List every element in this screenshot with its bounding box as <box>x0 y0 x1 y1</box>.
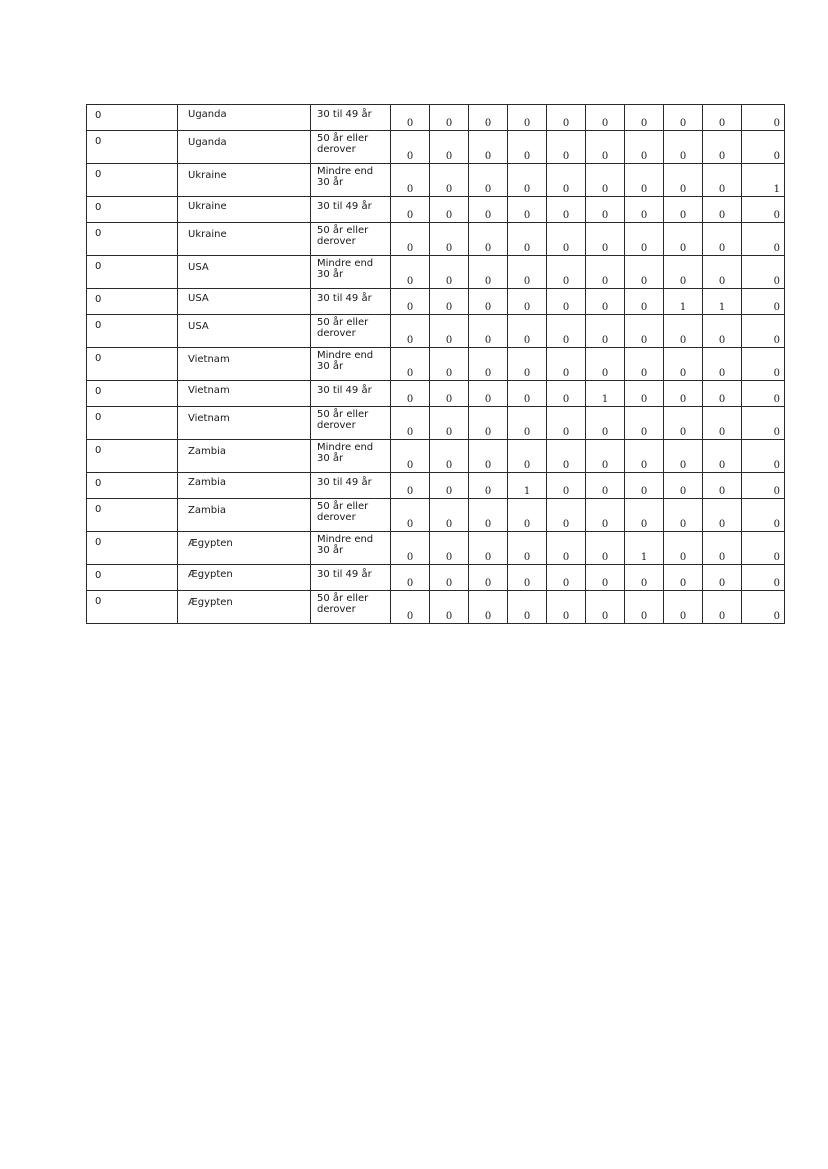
value-cell: 0 <box>430 256 469 289</box>
age-group-line: 50 år eller <box>317 593 369 604</box>
value-cell: 0 <box>469 473 508 499</box>
value-cell: 0 <box>703 473 742 499</box>
value-cell: 0 <box>469 164 508 197</box>
value-cell: 0 <box>430 131 469 164</box>
value-cell: 0 <box>742 591 785 624</box>
value-cell: 0 <box>391 532 430 565</box>
country-cell: Ægypten <box>178 532 311 565</box>
value-cell: 0 <box>391 223 430 256</box>
value-cell: 0 <box>547 315 586 348</box>
code-cell: 0 <box>87 473 178 499</box>
value-cell: 0 <box>586 499 625 532</box>
value-cell: 0 <box>742 315 785 348</box>
value-cell: 0 <box>703 256 742 289</box>
value-cell: 0 <box>625 499 664 532</box>
value-cell: 0 <box>586 473 625 499</box>
value-cell: 1 <box>625 532 664 565</box>
value-cell: 0 <box>547 407 586 440</box>
country-cell: USA <box>178 256 311 289</box>
value-cell: 0 <box>664 499 703 532</box>
age-group-cell <box>311 407 391 440</box>
age-group-cell <box>311 591 391 624</box>
value-cell: 0 <box>742 256 785 289</box>
table-row <box>87 164 785 197</box>
age-group-line: 50 år eller <box>317 317 369 328</box>
value-cell: 0 <box>469 407 508 440</box>
value-cell: 0 <box>547 591 586 624</box>
value-cell: 0 <box>703 105 742 131</box>
value-cell: 0 <box>625 315 664 348</box>
age-group-cell <box>311 197 391 223</box>
country-cell: Uganda <box>178 105 311 131</box>
value-cell: 0 <box>703 348 742 381</box>
value-cell: 0 <box>664 223 703 256</box>
value-cell: 0 <box>703 532 742 565</box>
value-cell: 0 <box>625 591 664 624</box>
value-cell: 0 <box>547 499 586 532</box>
value-cell: 0 <box>625 473 664 499</box>
age-group-line: 30 år <box>317 545 344 556</box>
value-cell: 1 <box>586 381 625 407</box>
value-cell: 0 <box>703 381 742 407</box>
data-table <box>86 104 785 624</box>
value-cell: 0 <box>430 407 469 440</box>
table-row <box>87 440 785 473</box>
value-cell: 0 <box>664 440 703 473</box>
value-cell: 0 <box>703 440 742 473</box>
age-group-line: derover <box>317 328 356 339</box>
table-row <box>87 315 785 348</box>
value-cell: 1 <box>664 289 703 315</box>
value-cell: 0 <box>742 499 785 532</box>
code-cell: 0 <box>87 440 178 473</box>
value-cell: 0 <box>469 105 508 131</box>
value-cell: 0 <box>547 565 586 591</box>
value-cell: 0 <box>508 407 547 440</box>
value-cell: 0 <box>430 315 469 348</box>
country-cell: Zambia <box>178 473 311 499</box>
table-row <box>87 348 785 381</box>
table-row <box>87 197 785 223</box>
value-cell: 0 <box>586 407 625 440</box>
value-cell: 0 <box>703 223 742 256</box>
value-cell: 0 <box>547 164 586 197</box>
value-cell: 0 <box>703 197 742 223</box>
value-cell: 0 <box>664 473 703 499</box>
value-cell: 0 <box>391 164 430 197</box>
value-cell: 0 <box>469 348 508 381</box>
value-cell: 0 <box>625 565 664 591</box>
age-group-cell <box>311 532 391 565</box>
value-cell: 0 <box>625 289 664 315</box>
country-cell: USA <box>178 315 311 348</box>
value-cell: 0 <box>586 131 625 164</box>
value-cell: 0 <box>625 381 664 407</box>
value-cell: 0 <box>469 499 508 532</box>
code-cell: 0 <box>87 381 178 407</box>
age-group-cell <box>311 565 391 591</box>
value-cell: 0 <box>586 440 625 473</box>
value-cell: 0 <box>742 473 785 499</box>
value-cell: 0 <box>469 289 508 315</box>
value-cell: 0 <box>430 532 469 565</box>
table-row <box>87 407 785 440</box>
code-cell: 0 <box>87 256 178 289</box>
code-cell: 0 <box>87 591 178 624</box>
value-cell: 0 <box>703 591 742 624</box>
value-cell: 0 <box>703 131 742 164</box>
code-cell: 0 <box>87 289 178 315</box>
value-cell: 0 <box>586 591 625 624</box>
age-group-line: 30 til 49 år <box>317 385 372 396</box>
code-cell: 0 <box>87 223 178 256</box>
age-group-line: 30 år <box>317 177 344 188</box>
code-cell: 0 <box>87 197 178 223</box>
code-cell: 0 <box>87 105 178 131</box>
value-cell: 0 <box>547 381 586 407</box>
age-group-cell <box>311 440 391 473</box>
age-group-line: Mindre end <box>317 166 374 177</box>
value-cell: 0 <box>430 565 469 591</box>
country-cell: Vietnam <box>178 407 311 440</box>
age-group-line: derover <box>317 420 356 431</box>
value-cell: 0 <box>508 440 547 473</box>
value-cell: 0 <box>742 565 785 591</box>
value-cell: 0 <box>586 289 625 315</box>
value-cell: 0 <box>547 348 586 381</box>
value-cell: 0 <box>625 164 664 197</box>
table-row <box>87 131 785 164</box>
value-cell: 0 <box>742 348 785 381</box>
value-cell: 0 <box>586 164 625 197</box>
age-group-line: 30 år <box>317 453 344 464</box>
value-cell: 0 <box>586 223 625 256</box>
value-cell: 0 <box>391 440 430 473</box>
value-cell: 0 <box>625 197 664 223</box>
table-row <box>87 289 785 315</box>
value-cell: 0 <box>430 499 469 532</box>
value-cell: 0 <box>391 407 430 440</box>
value-cell: 0 <box>469 315 508 348</box>
table-row <box>87 256 785 289</box>
value-cell: 0 <box>664 256 703 289</box>
country-cell: USA <box>178 289 311 315</box>
value-cell: 0 <box>547 440 586 473</box>
value-cell: 0 <box>508 532 547 565</box>
value-cell: 0 <box>547 289 586 315</box>
value-cell: 0 <box>508 105 547 131</box>
table-row <box>87 473 785 499</box>
value-cell: 0 <box>625 348 664 381</box>
value-cell: 0 <box>391 499 430 532</box>
value-cell: 0 <box>508 256 547 289</box>
value-cell: 0 <box>625 440 664 473</box>
value-cell: 0 <box>742 407 785 440</box>
age-group-cell <box>311 289 391 315</box>
value-cell: 0 <box>586 532 625 565</box>
value-cell: 0 <box>391 105 430 131</box>
value-cell: 0 <box>430 223 469 256</box>
age-group-line: 50 år eller <box>317 409 369 420</box>
value-cell: 0 <box>508 348 547 381</box>
value-cell: 0 <box>547 223 586 256</box>
value-cell: 0 <box>742 223 785 256</box>
value-cell: 0 <box>508 315 547 348</box>
age-group-cell <box>311 381 391 407</box>
age-group-line: derover <box>317 512 356 523</box>
value-cell: 0 <box>742 381 785 407</box>
age-group-cell <box>311 131 391 164</box>
value-cell: 0 <box>586 348 625 381</box>
value-cell: 0 <box>586 565 625 591</box>
value-cell: 0 <box>430 105 469 131</box>
age-group-cell <box>311 499 391 532</box>
age-group-line: 30 til 49 år <box>317 569 372 580</box>
value-cell: 0 <box>742 131 785 164</box>
age-group-line: 30 år <box>317 361 344 372</box>
age-group-cell <box>311 164 391 197</box>
value-cell: 0 <box>586 105 625 131</box>
value-cell: 0 <box>586 315 625 348</box>
value-cell: 0 <box>664 105 703 131</box>
age-group-cell <box>311 256 391 289</box>
value-cell: 0 <box>469 532 508 565</box>
age-group-line: derover <box>317 236 356 247</box>
country-cell: Ukraine <box>178 164 311 197</box>
table-row <box>87 381 785 407</box>
table-row <box>87 532 785 565</box>
value-cell: 0 <box>508 591 547 624</box>
value-cell: 0 <box>664 131 703 164</box>
value-cell: 0 <box>703 315 742 348</box>
age-group-line: 50 år eller <box>317 501 369 512</box>
age-group-line: 30 til 49 år <box>317 201 372 212</box>
age-group-cell <box>311 223 391 256</box>
table-row <box>87 223 785 256</box>
value-cell: 0 <box>664 315 703 348</box>
table-row <box>87 591 785 624</box>
value-cell: 0 <box>664 591 703 624</box>
value-cell: 0 <box>469 565 508 591</box>
code-cell: 0 <box>87 131 178 164</box>
value-cell: 0 <box>664 381 703 407</box>
country-cell: Vietnam <box>178 348 311 381</box>
value-cell: 0 <box>469 256 508 289</box>
value-cell: 0 <box>391 473 430 499</box>
value-cell: 1 <box>508 473 547 499</box>
value-cell: 0 <box>703 407 742 440</box>
value-cell: 0 <box>391 131 430 164</box>
country-cell: Ægypten <box>178 565 311 591</box>
value-cell: 0 <box>508 565 547 591</box>
value-cell: 0 <box>430 289 469 315</box>
country-cell: Ægypten <box>178 591 311 624</box>
value-cell: 0 <box>664 565 703 591</box>
value-cell: 0 <box>508 381 547 407</box>
value-cell: 0 <box>547 256 586 289</box>
value-cell: 1 <box>703 289 742 315</box>
code-cell: 0 <box>87 532 178 565</box>
country-cell: Ukraine <box>178 223 311 256</box>
country-cell: Vietnam <box>178 381 311 407</box>
value-cell: 0 <box>547 131 586 164</box>
value-cell: 0 <box>664 348 703 381</box>
value-cell: 0 <box>625 223 664 256</box>
table-body <box>87 105 785 624</box>
value-cell: 0 <box>547 532 586 565</box>
country-cell: Ukraine <box>178 197 311 223</box>
age-group-line: derover <box>317 604 356 615</box>
value-cell: 0 <box>391 197 430 223</box>
value-cell: 0 <box>391 256 430 289</box>
age-group-line: 30 til 49 år <box>317 109 372 120</box>
value-cell: 0 <box>742 440 785 473</box>
table-row <box>87 565 785 591</box>
age-group-cell <box>311 473 391 499</box>
value-cell: 0 <box>469 440 508 473</box>
value-cell: 0 <box>430 381 469 407</box>
value-cell: 0 <box>742 105 785 131</box>
value-cell: 0 <box>391 315 430 348</box>
value-cell: 0 <box>430 473 469 499</box>
value-cell: 0 <box>586 197 625 223</box>
value-cell: 0 <box>703 565 742 591</box>
table-row <box>87 105 785 131</box>
value-cell: 0 <box>625 407 664 440</box>
age-group-cell <box>311 105 391 131</box>
value-cell: 0 <box>508 499 547 532</box>
age-group-line: Mindre end <box>317 258 374 269</box>
value-cell: 0 <box>508 197 547 223</box>
value-cell: 0 <box>625 131 664 164</box>
value-cell: 0 <box>430 591 469 624</box>
value-cell: 0 <box>586 256 625 289</box>
value-cell: 0 <box>469 381 508 407</box>
code-cell: 0 <box>87 348 178 381</box>
value-cell: 0 <box>430 164 469 197</box>
code-cell: 0 <box>87 407 178 440</box>
age-group-line: 50 år eller <box>317 225 369 236</box>
age-group-line: 50 år eller <box>317 133 369 144</box>
value-cell: 0 <box>469 223 508 256</box>
age-group-line: Mindre end <box>317 442 374 453</box>
country-cell: Zambia <box>178 440 311 473</box>
age-group-line: Mindre end <box>317 534 374 545</box>
code-cell: 0 <box>87 565 178 591</box>
value-cell: 0 <box>508 289 547 315</box>
value-cell: 0 <box>391 289 430 315</box>
value-cell: 0 <box>469 197 508 223</box>
value-cell: 0 <box>391 381 430 407</box>
value-cell: 0 <box>430 440 469 473</box>
age-group-line: 30 til 49 år <box>317 477 372 488</box>
value-cell: 0 <box>391 591 430 624</box>
value-cell: 1 <box>742 164 785 197</box>
country-cell: Zambia <box>178 499 311 532</box>
age-group-cell <box>311 348 391 381</box>
value-cell: 0 <box>625 105 664 131</box>
value-cell: 0 <box>664 197 703 223</box>
value-cell: 0 <box>508 164 547 197</box>
value-cell: 0 <box>703 164 742 197</box>
value-cell: 0 <box>430 348 469 381</box>
table-row <box>87 499 785 532</box>
value-cell: 0 <box>391 348 430 381</box>
value-cell: 0 <box>664 164 703 197</box>
value-cell: 0 <box>508 131 547 164</box>
age-group-line: derover <box>317 144 356 155</box>
value-cell: 0 <box>625 256 664 289</box>
value-cell: 0 <box>430 197 469 223</box>
value-cell: 0 <box>547 473 586 499</box>
value-cell: 0 <box>508 223 547 256</box>
value-cell: 0 <box>664 407 703 440</box>
value-cell: 0 <box>742 197 785 223</box>
value-cell: 0 <box>547 105 586 131</box>
code-cell: 0 <box>87 315 178 348</box>
age-group-line: 30 år <box>317 269 344 280</box>
code-cell: 0 <box>87 499 178 532</box>
value-cell: 0 <box>742 532 785 565</box>
value-cell: 0 <box>391 565 430 591</box>
age-group-line: Mindre end <box>317 350 374 361</box>
value-cell: 0 <box>469 131 508 164</box>
value-cell: 0 <box>664 532 703 565</box>
value-cell: 0 <box>703 499 742 532</box>
value-cell: 0 <box>469 591 508 624</box>
country-cell: Uganda <box>178 131 311 164</box>
value-cell: 0 <box>547 197 586 223</box>
code-cell: 0 <box>87 164 178 197</box>
age-group-cell <box>311 315 391 348</box>
value-cell: 0 <box>742 289 785 315</box>
age-group-line: 30 til 49 år <box>317 293 372 304</box>
